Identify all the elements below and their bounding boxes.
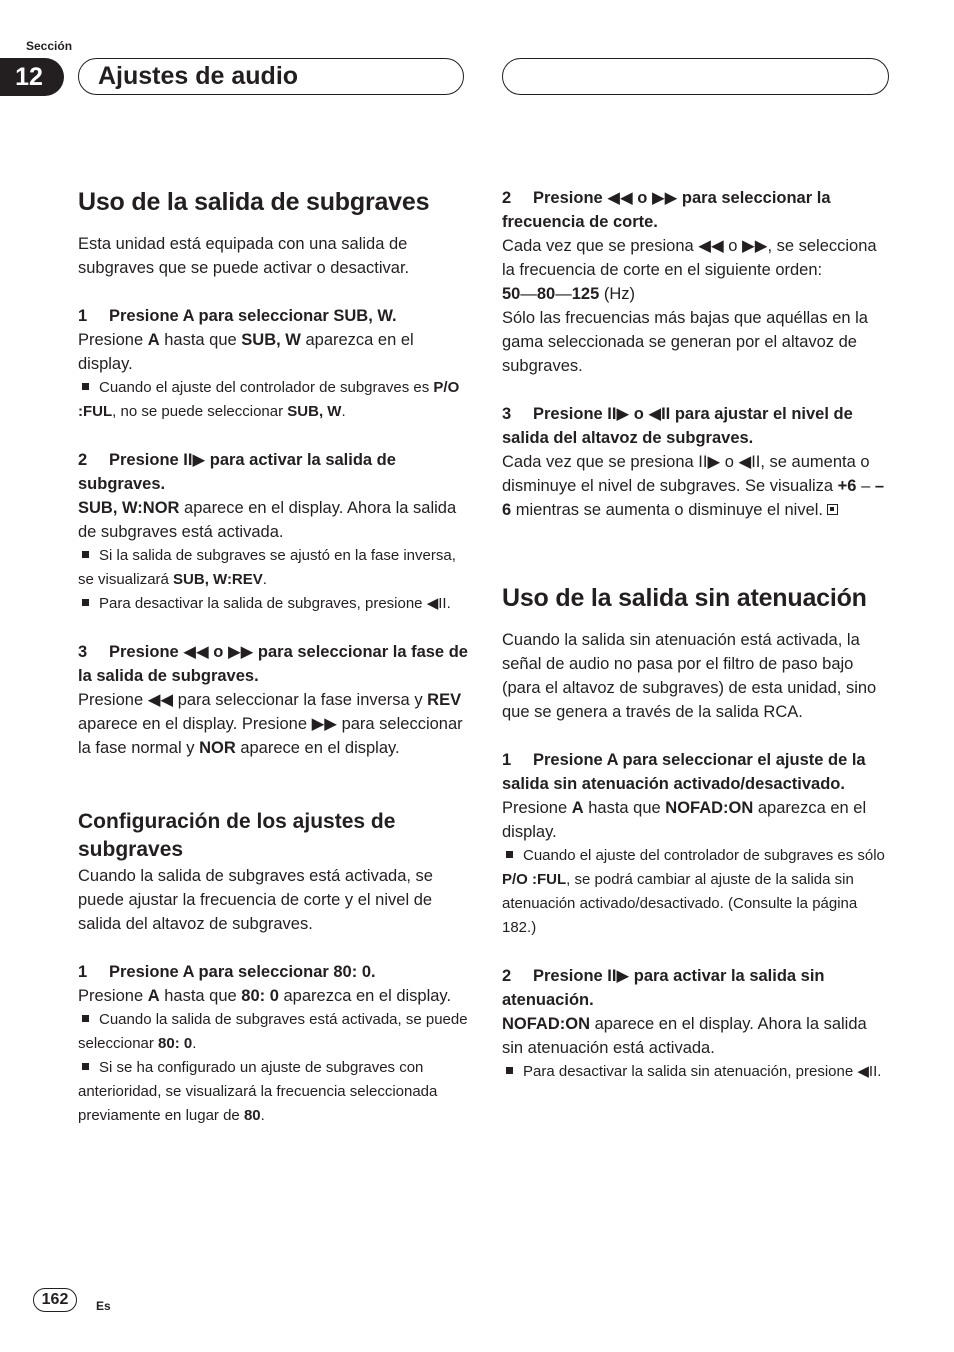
subwoofer-intro: Esta unidad está equipada con una salida de subgraves que se puede activar o desactivar. (78, 235, 410, 277)
fast-forward-icon: ▶▶ (742, 237, 768, 255)
back-pause-icon: ◀II (648, 405, 671, 423)
bullet-square-icon (506, 851, 513, 858)
note: Cuando el ajuste del controlador de subgraves es sólo P/O :FUL, se podrá cambiar al ajuste de la salida sin atenuación activado/desactivado. (Consulte la página 182.) (502, 847, 885, 936)
step-body: Cada vez que se presiona II▶ o ◀II, se aumenta o disminuye el nivel de subgraves. Se visualiza +6 – –6 mientras se aumenta o disminuye el nivel. (502, 453, 885, 519)
section-number-badge: 12 (0, 58, 64, 96)
step-body: Cada vez que se presiona ◀◀ o ▶▶, se selecciona la frecuencia de corte en el siguiente orden: (502, 237, 877, 279)
fast-forward-icon: ▶▶ (651, 189, 678, 207)
section-label: Sección (26, 39, 73, 53)
step-heading: 1 Presione A para seleccionar SUB, W. (78, 307, 397, 325)
bullet-square-icon (82, 551, 89, 558)
step-body: Presione A hasta que 80: 0 aparezca en el display. (78, 987, 452, 1005)
step-body: Sólo las frecuencias más bajas que aquéllas en la gama seleccionada se generan por el altavoz de subgraves. (502, 309, 868, 375)
page-number: 162 (33, 1288, 77, 1312)
right-column (502, 186, 892, 1084)
rewind-icon: ◀◀ (698, 237, 724, 255)
step-heading: 1 Presione A para seleccionar el ajuste de la salida sin atenuación activado/desactivado. (502, 751, 866, 793)
bullet-square-icon (82, 1015, 89, 1022)
note: Cuando la salida de subgraves está activada, se puede seleccionar 80: 0. (78, 1011, 468, 1052)
bullet-square-icon (82, 1063, 89, 1070)
fast-forward-icon: ▶▶ (227, 643, 254, 661)
back-pause-icon: ◀II (857, 1063, 878, 1080)
play-pause-icon: II▶ (607, 967, 630, 985)
subwoofer-settings-intro: Cuando la salida de subgraves está activada, se puede ajustar la frecuencia de corte y el nivel de salida del altavoz de subgraves. (78, 867, 433, 933)
step-body: Presione A hasta que NOFAD:ON aparezca en el display. (502, 799, 867, 841)
note: Para desactivar la salida de subgraves, presione ◀II. (78, 592, 468, 616)
step-body: NOFAD:ON aparece en el display. Ahora la salida sin atenuación está activada. (502, 1015, 867, 1057)
frequency-sequence: 50—80—125 (Hz) (502, 285, 635, 303)
end-mark-icon (827, 504, 838, 515)
section-heading-subwoofer: Uso de la salida de subgraves (78, 188, 430, 216)
header-empty-frame (502, 58, 889, 95)
non-fading-intro: Cuando la salida sin atenuación está activada, la señal de audio no pasa por el filtro de paso bajo (para el altavoz de subgraves) de esta unidad, sino que se genera a través de la salida RCA. (502, 631, 877, 721)
step-heading: 2 Presione ◀◀ o ▶▶ para seleccionar la frecuencia de corte. (502, 189, 831, 231)
step-body: Presione A hasta que SUB, W aparezca en el display. (78, 331, 414, 373)
note: Para desactivar la salida sin atenuación, presione ◀II. (502, 1060, 892, 1084)
bullet-square-icon (82, 383, 89, 390)
step-heading: 1 Presione A para seleccionar 80: 0. (78, 963, 376, 981)
play-pause-icon: II▶ (698, 453, 721, 471)
rewind-icon: ◀◀ (147, 691, 174, 709)
note: Cuando el ajuste del controlador de subgraves es P/O :FUL, no se puede seleccionar SUB, W. (78, 379, 460, 420)
language-code: Es (96, 1299, 111, 1313)
back-pause-icon: ◀II (426, 595, 447, 612)
note: Si la salida de subgraves se ajustó en la fase inversa, se visualizará SUB, W:REV. (78, 547, 456, 588)
step-heading: 3 Presione II▶ o ◀II para ajustar el nivel de salida del altavoz de subgraves. (502, 405, 853, 447)
back-pause-icon: ◀II (738, 453, 761, 471)
step-body: SUB, W:NOR aparece en el display. Ahora la salida de subgraves está activada. (78, 499, 457, 541)
play-pause-icon: II▶ (607, 405, 630, 423)
note: Si se ha configurado un ajuste de subgraves con anterioridad, se visualizará la frecuencia seleccionada previamente en lugar de 80. (78, 1059, 438, 1124)
step-heading: 2 Presione II▶ para activar la salida de subgraves. (78, 451, 396, 493)
left-column (78, 186, 468, 1128)
step-body: Presione ◀◀ para seleccionar la fase inversa y REV aparece en el display. Presione ▶▶ para seleccionar la fase normal y NOR aparece en el display. (78, 691, 463, 757)
bullet-square-icon (506, 1067, 513, 1074)
play-pause-icon: II▶ (183, 451, 206, 469)
section-heading-non-fading: Uso de la salida sin atenuación (502, 584, 867, 612)
rewind-icon: ◀◀ (183, 643, 209, 661)
bullet-square-icon (82, 599, 89, 606)
fast-forward-icon: ▶▶ (311, 715, 337, 733)
step-heading: 2 Presione II▶ para activar la salida sin atenuación. (502, 967, 825, 1009)
step-heading: 3 Presione ◀◀ o ▶▶ para seleccionar la fase de la salida de subgraves. (78, 643, 468, 685)
section-heading-subwoofer-settings: Configuración de los ajustes de subgraves (78, 810, 396, 861)
rewind-icon: ◀◀ (607, 189, 633, 207)
page-title: Ajustes de audio (98, 62, 299, 90)
